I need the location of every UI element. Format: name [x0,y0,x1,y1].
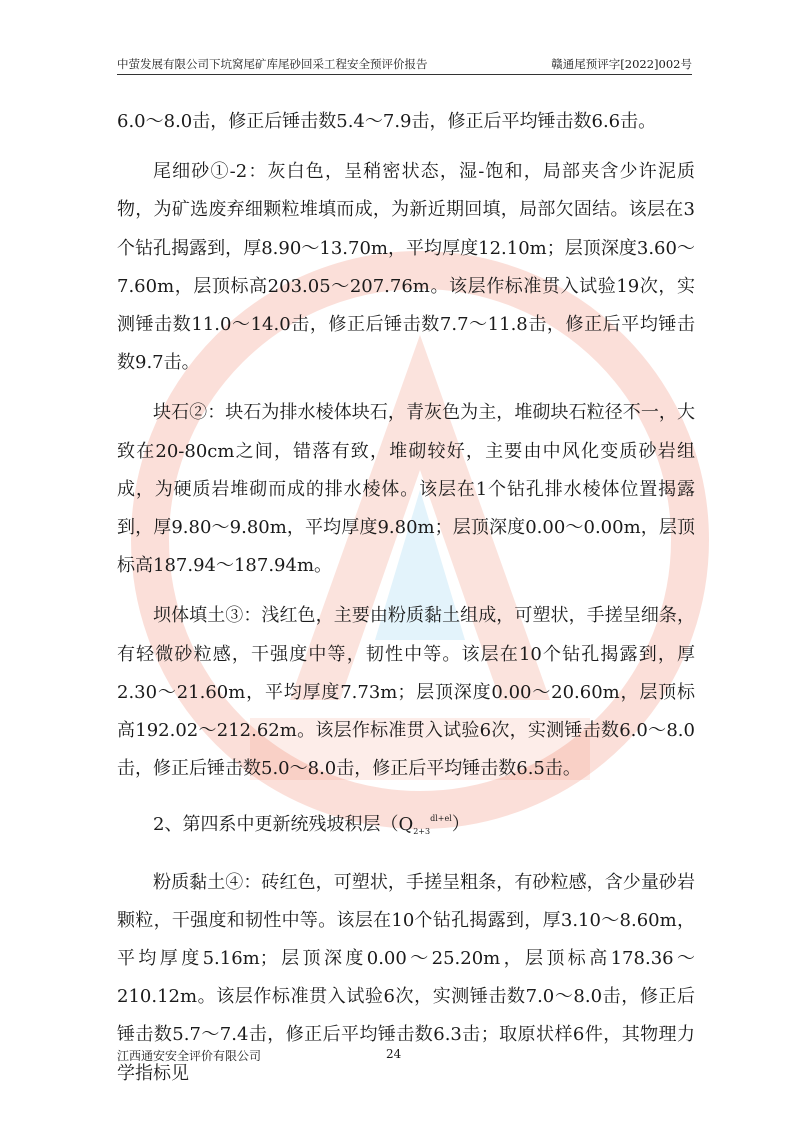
page-header [117,52,692,75]
page-number: 24 [386,1047,402,1061]
header-report-number: 赣通尾预评字[2022]002号 [551,57,692,71]
paragraph-block-stone: 块石②：块石为排水棱体块石，青灰色为主，堆砌块石粒径不一，大致在20-80cm之间，错落有致，堆砌较好，主要由中风化变质砂岩组成，为硬质岩堆砌而成的排水棱体。该层在1个钻孔排水棱体位置揭露到，厚9.80～9.80m，平均厚度9.80m；层顶深度0.00～0.00m，层顶标高187.94～187.94m。 [117,402,695,577]
heading-closing: ） [451,814,470,836]
document-body [117,103,695,1105]
header-report-title: 中萤发展有限公司下坑窝尾矿库尾砂回采工程安全预评价报告 [117,57,428,71]
heading-text: 2、第四系中更新统残坡积层（Q [153,814,414,836]
paragraph-silty-clay: 粉质黏土④：砖红色，可塑状，手搓呈粗条，有砂粒感，含少量砂岩颗粒，干强度和韧性中等。该层在10个钻孔揭露到，厚3.10～8.60m，平均厚度5.16m；层顶深度0.00～25.20m，层顶标高178.36～210.12m。该层作标准贯入试验6次，实测锤击数7.0～8.0击，修正后锤击数5.7～7.4击，修正后平均锤击数6.3击；取原状样6件，其物理力学指标见 [117,871,695,1084]
paragraph-continuation: 6.0～8.0击，修正后锤击数5.4～7.9击，修正后平均锤击数6.6击。 [117,111,657,132]
paragraph-dam-fill: 坝体填土③：浅红色，主要由粉质黏土组成，可塑状，手搓呈细条，有轻微砂粒感，干强度中等，韧性中等。该层在10个钻孔揭露到，厚2.30～21.60m，平均厚度7.73m；层顶深度0.00～20.60m，层顶标高192.02～212.62m。该层作标准贯入试验6次，实测锤击数6.0～8.0击，修正后锤击数5.0～8.0击，修正后平均锤击数6.5击。 [117,605,695,780]
heading-superscript: dl+el [430,814,452,824]
paragraph-tailings-sand: 尾细砂①-2：灰白色，呈稍密状态，湿-饱和，局部夹含少许泥质物，为矿选废弃细颗粒堆填而成，为新近期回填，局部欠固结。该层在3个钻孔揭露到，厚8.90～13.70m，平均厚度12.10m；层顶深度3.60～7.60m，层顶标高203.05～207.76m。该层作标准贯入试验19次，实测锤击数11.0～14.0击，修正后锤击数7.7～11.8击，修正后平均锤击数9.7击。 [117,161,695,374]
footer-company: 江西通安安全评价有限公司 [117,1049,262,1063]
section-heading-quaternary [117,800,695,851]
heading-subscript: 2+3 [413,827,431,837]
